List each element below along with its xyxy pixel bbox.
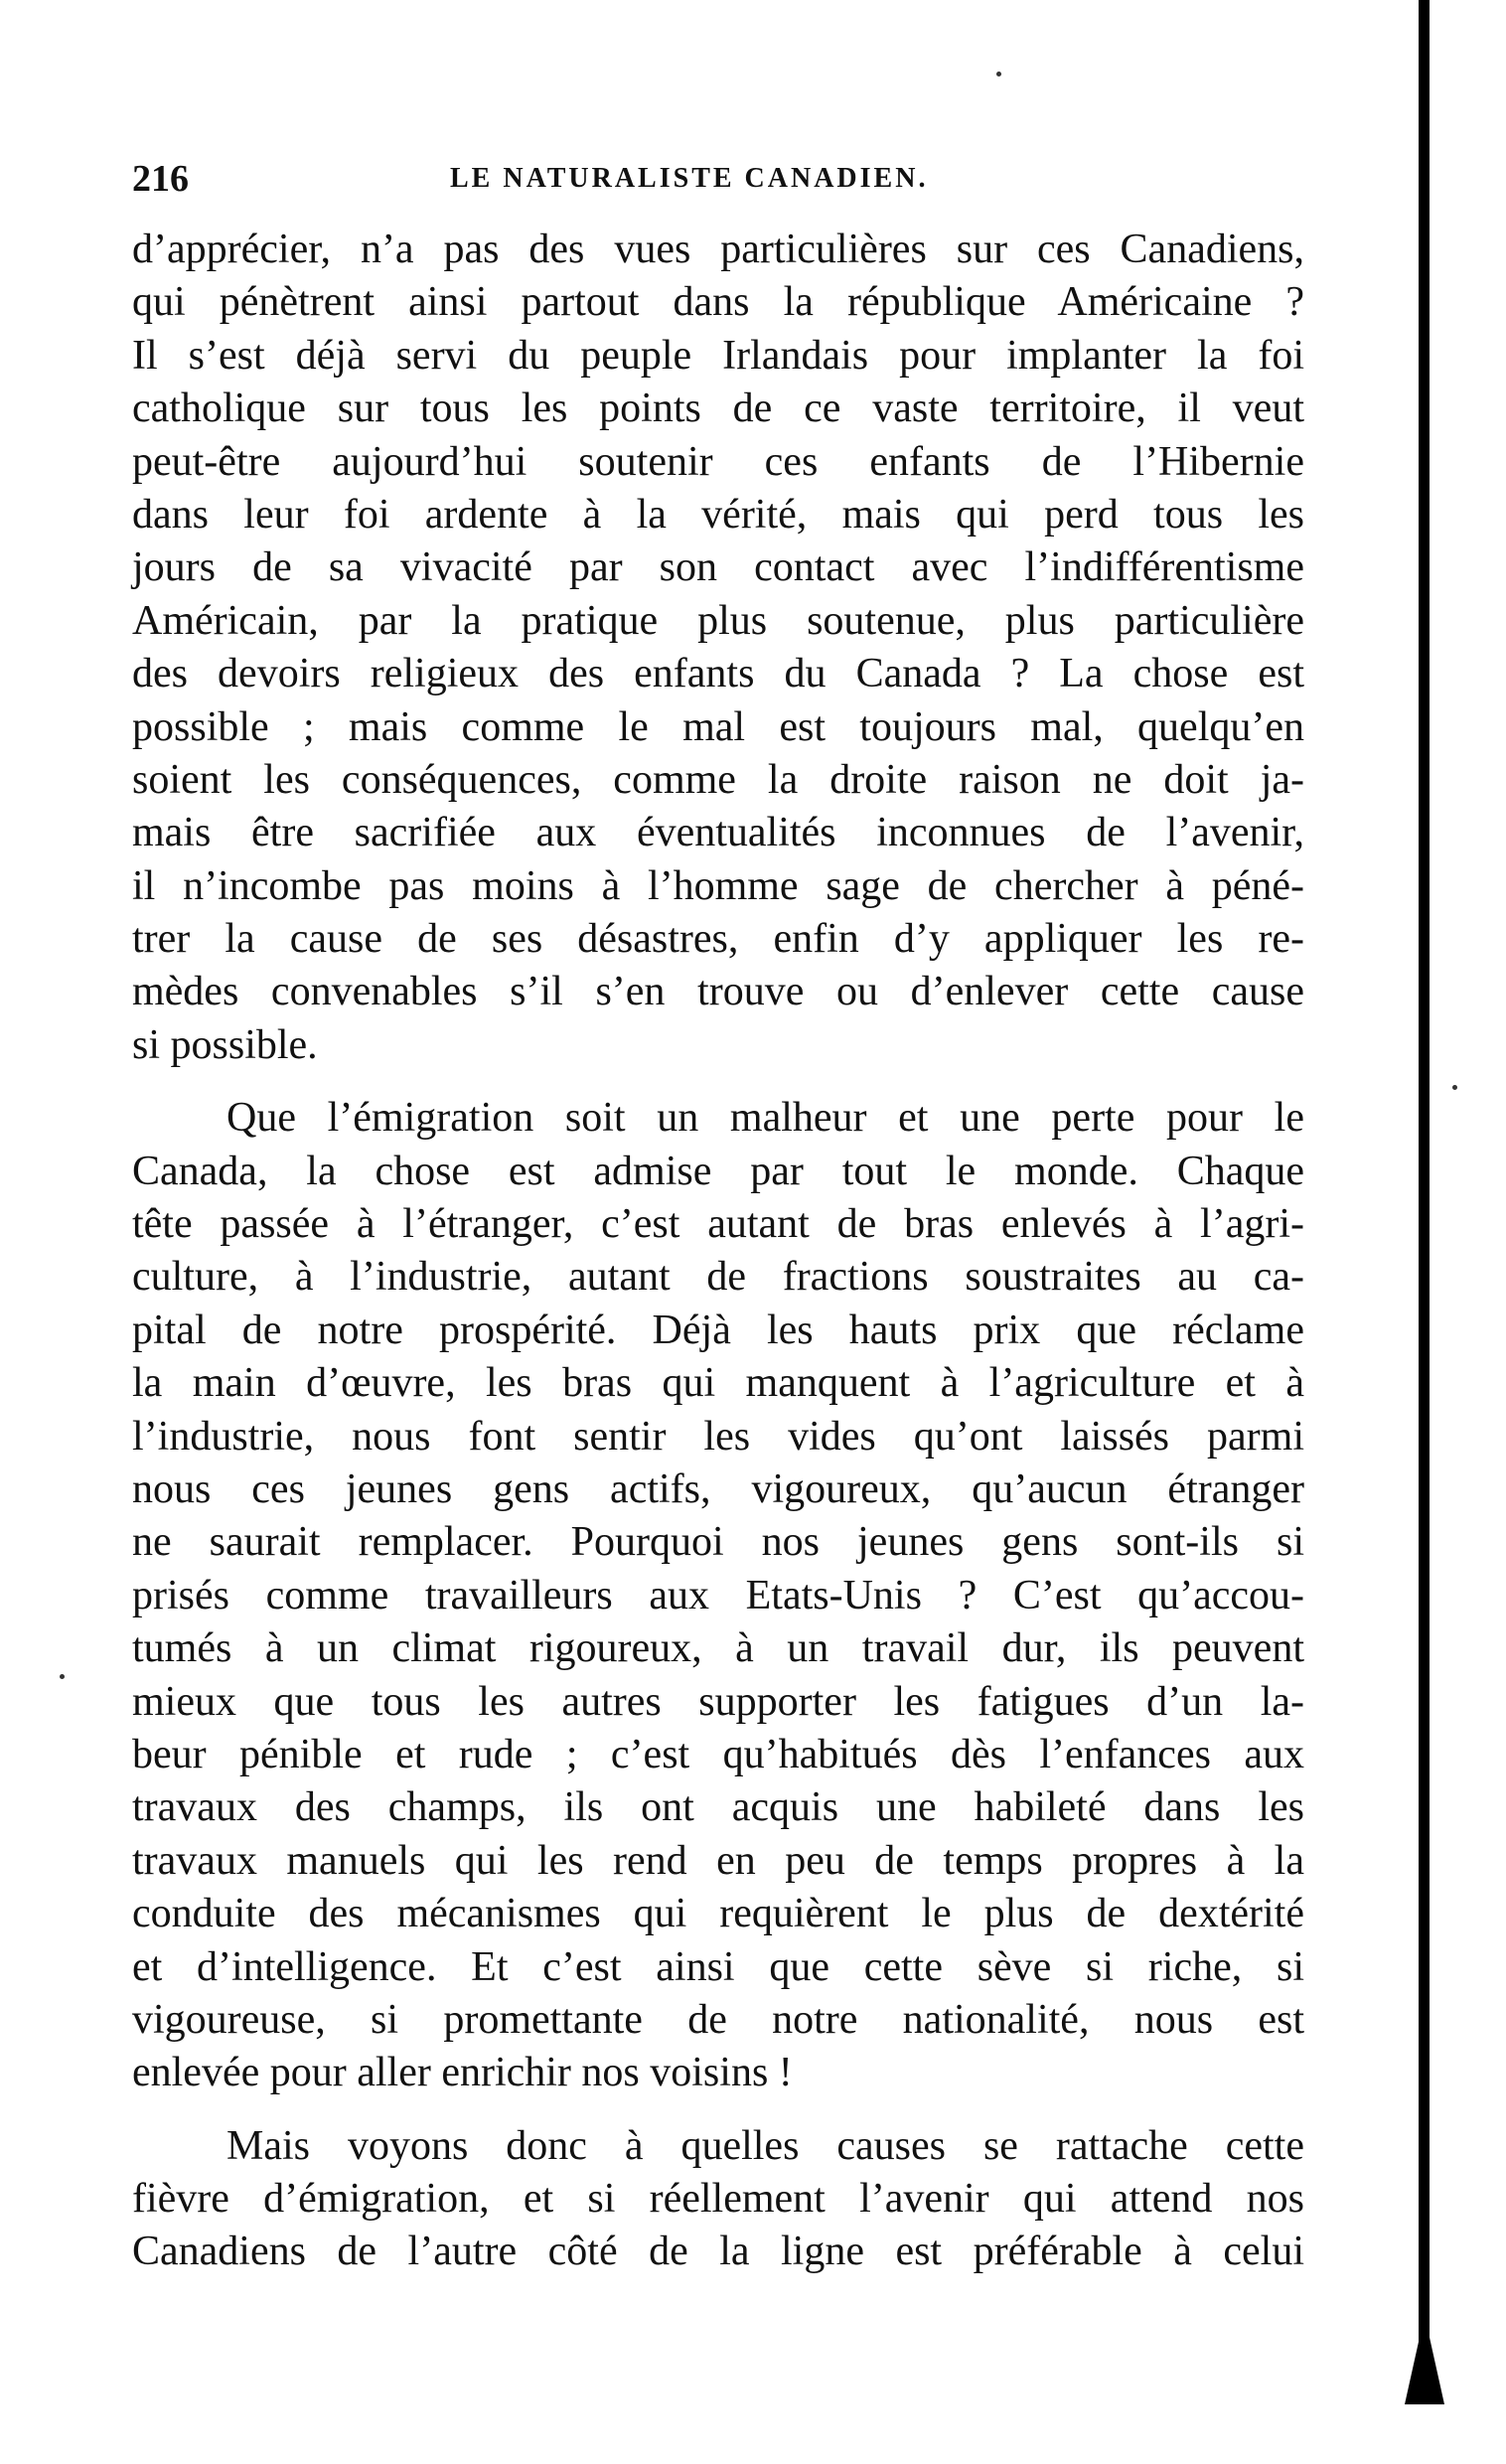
text-line: la main d’œuvre, les bras qui manquent à l’agriculture et à bbox=[132, 1360, 1304, 1407]
text-line: beur pénible et rude ; c’est qu’habitués dès l’enfances aux bbox=[132, 1731, 1304, 1777]
text-line: travaux des champs, ils ont acquis une habileté dans les bbox=[132, 1784, 1304, 1831]
page-number: 216 bbox=[132, 158, 189, 200]
text-line: mèdes convenables s’il s’en trouve ou d’enlever cette cause bbox=[132, 969, 1304, 1015]
text-line: prisés comme travailleurs aux Etats-Unis ? C’est qu’accou- bbox=[132, 1572, 1304, 1618]
text-line: soient les conséquences, comme la droite raison ne doit ja- bbox=[132, 756, 1304, 803]
text-line: d’apprécier, n’a pas des vues particulières sur ces Canadiens, bbox=[132, 227, 1304, 272]
scan-speck bbox=[1452, 1085, 1457, 1090]
text-line: Canadiens de l’autre côté de la ligne est préférable à celui bbox=[132, 2229, 1304, 2275]
text-line: jours de sa vivacité par son contact avec l’indifférentisme bbox=[132, 544, 1304, 591]
text-line: culture, à l’industrie, autant de fractions soustraites au ca- bbox=[132, 1254, 1304, 1301]
paragraph-gap bbox=[132, 1072, 1304, 1092]
paragraph bbox=[132, 2120, 1304, 2279]
paragraph-gap bbox=[132, 2100, 1304, 2120]
text-line: il n’incombe pas moins à l’homme sage de chercher à péné- bbox=[132, 862, 1304, 909]
binding-edge-base bbox=[1405, 2315, 1444, 2404]
text-line: travaux manuels qui les rend en peu de temps propres à la bbox=[132, 1837, 1304, 1884]
text-line: possible ; mais comme le mal est toujours mal, quelqu’en bbox=[132, 703, 1304, 750]
text-line: Mais voyons donc à quelles causes se rattache cette bbox=[226, 2122, 1304, 2169]
text-line: Il s’est déjà servi du peuple Irlandais pour implanter la foi bbox=[132, 332, 1304, 379]
text-line: fièvre d’émigration, et si réellement l’avenir qui attend nos bbox=[132, 2176, 1304, 2223]
paragraph bbox=[132, 224, 1304, 1072]
body-text bbox=[132, 224, 1304, 2279]
text-line: trer la cause de ses désastres, enfin d’y appliquer les re- bbox=[132, 916, 1304, 963]
text-line: ne saurait remplacer. Pourquoi nos jeunes gens sont-ils si bbox=[132, 1519, 1304, 1566]
text-line: Que l’émigration soit un malheur et une perte pour le bbox=[226, 1095, 1304, 1142]
text-line: enlevée pour aller enrichir nos voisins ! bbox=[132, 2050, 793, 2096]
text-line: conduite des mécanismes qui requièrent le plus de dextérité bbox=[132, 1891, 1304, 1937]
text-line: dans leur foi ardente à la vérité, mais qui perd tous les bbox=[132, 491, 1304, 538]
text-line: mais être sacrifiée aux éventualités inconnues de l’avenir, bbox=[132, 810, 1304, 856]
text-line: catholique sur tous les points de ce vaste territoire, il veut bbox=[132, 385, 1304, 432]
text-line: nous ces jeunes gens actifs, vigoureux, qu’aucun étranger bbox=[132, 1465, 1304, 1512]
text-line: Canada, la chose est admise par tout le monde. Chaque bbox=[132, 1148, 1304, 1194]
text-line: pital de notre prospérité. Déjà les hauts prix que réclame bbox=[132, 1307, 1304, 1353]
text-line: tumés à un climat rigoureux, à un travail dur, ils peuvent bbox=[132, 1625, 1304, 1672]
scan-speck bbox=[60, 1674, 65, 1679]
text-line: l’industrie, nous font sentir les vides qu’ont laissés parmi bbox=[132, 1413, 1304, 1460]
text-line: Américain, par la pratique plus soutenue, plus particulière bbox=[132, 597, 1304, 644]
text-line: qui pénètrent ainsi partout dans la république Américaine ? bbox=[132, 279, 1304, 326]
paragraph bbox=[132, 1092, 1304, 2099]
text-line: et d’intelligence. Et c’est ainsi que cette sève si riche, si bbox=[132, 1943, 1304, 1990]
scan-speck bbox=[996, 72, 1001, 77]
binding-edge-rule bbox=[1419, 0, 1430, 2404]
text-line: vigoureuse, si promettante de notre nationalité, nous est bbox=[132, 1996, 1304, 2043]
running-head: LE NATURALISTE CANADIEN. bbox=[450, 163, 929, 194]
text-line: tête passée à l’étranger, c’est autant de bras enlevés à l’agri- bbox=[132, 1201, 1304, 1248]
text-line: peut-être aujourd’hui soutenir ces enfants de l’Hibernie bbox=[132, 438, 1304, 485]
page-header bbox=[132, 149, 1304, 209]
text-line: mieux que tous les autres supporter les fatigues d’un la- bbox=[132, 1678, 1304, 1725]
text-line: des devoirs religieux des enfants du Canada ? La chose est bbox=[132, 651, 1304, 697]
text-line: si possible. bbox=[132, 1021, 318, 1068]
